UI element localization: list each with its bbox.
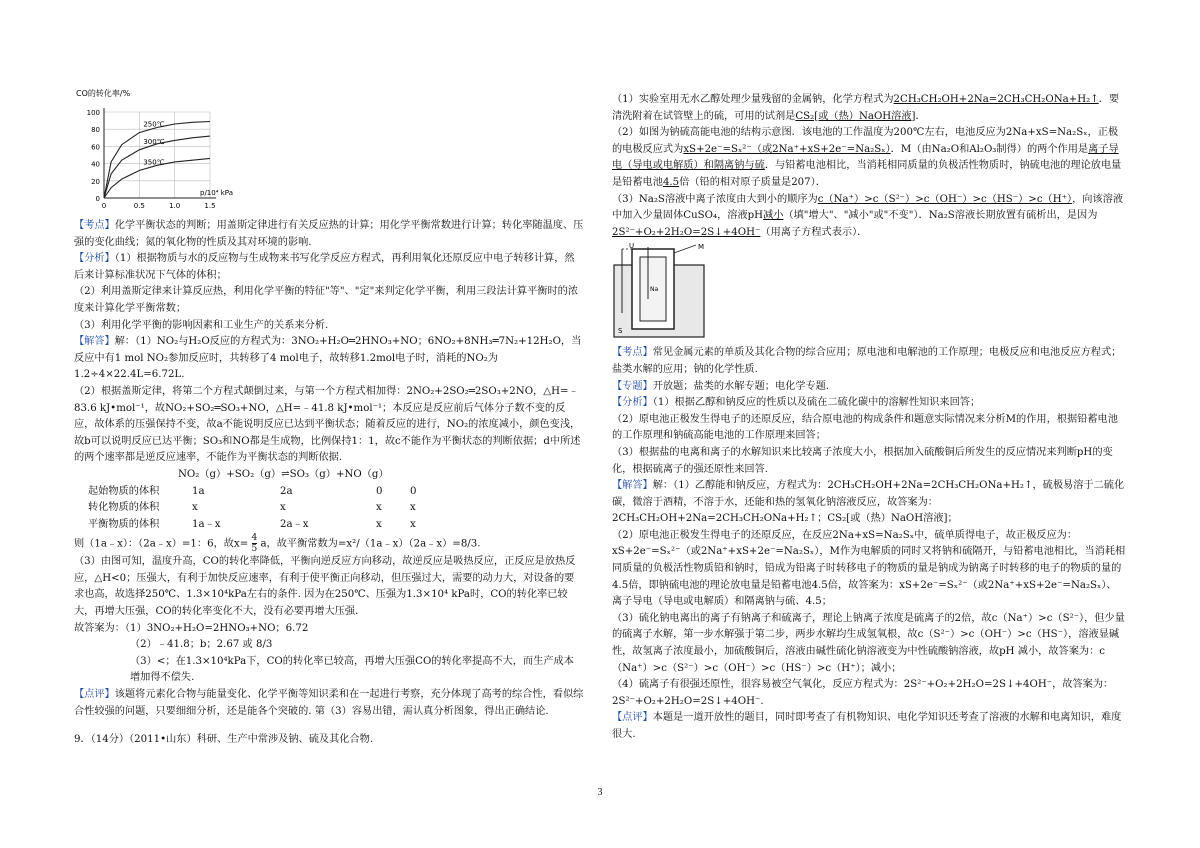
- table-row: [74, 484, 584, 501]
- table-cell: 2a: [280, 485, 293, 497]
- jieda-2-left: （2）根据盖斯定律，将第二个方程式颠倒过来，与第一个方程式相加得：2NO₂+2SO₂═2SO₃+2NO，△H=﹣83.6 kJ•mol⁻¹，故NO₂+SO₂═SO₃+NO，△H=﹣41.8 kJ•mol⁻¹；本反应是反应前后气体分子数不变的反应，故体系的压强保持不变，故a不能说明反应已达到平衡状态；随着反应的进行，NO₂的浓度减小，颜色变浅，故b可以说明反应已达平衡；SO₃和NO都是生成物，比例保持1：1，故c不能作为平衡状态的判断依据；d中所述的两个速率都是逆反应速率，不能作为平衡状态的判断依据.: [74, 385, 581, 464]
- fenxi-3-right: （3）根据盐的电离和离子的水解知识来比较离子浓度大小，根据加入硫酸铜后所发生的反应情况来判断pH的变化，根据硫离子的强还原性来回答.: [612, 446, 1113, 475]
- table-cell: 0: [410, 485, 417, 497]
- jieda-3-right: （3）硫化钠电离出的离子有钠离子和硫离子，理论上钠离子浓度是硫离子的2倍，故c（Na⁺）>c（S²⁻），但少量的硫离子水解，第一步水解强于第二步，两步水解均生成氢氧根，故c（S²⁻）>c（OH⁻）>c（HS⁻），溶液显碱性，故氢离子浓度最小，加硫酸铜后，溶液由碱性硫化钠溶液变为中性硫酸钠溶液，故pH 减小，故答案为：c（Na⁺）>c（S²⁻）>c（OH⁻）>c（HS⁻）>c（H⁺）；减小；: [612, 612, 1125, 674]
- dianping-tag: 【点评】: [74, 689, 115, 701]
- fenxi-2-right: （2）原电池正极发生得电子的还原反应，结合原电池的构成条件和题意实际情况来分析M的作用，根据铅蓄电池的工作原理和钠硫高能电池的工作原理来回答；: [612, 413, 1118, 442]
- jieda-3-left: （3）由图可知，温度升高，CO的转化率降低，平衡向逆反应方向移动，故逆反应是吸热反应，正反应是放热反应，△H<0；压强大，有利于加快反应速率，有利于使平衡正向移动，但压强过大，需要的动力大，对设备的要求也高，故选择250℃、1.3×10⁴kPa左右的条件. 因为在250℃、压强为1.3×10⁴ kPa时，CO的转化率已较大，再增大压强，CO的转化率变化不大，没有必要再增大压强.: [74, 556, 576, 618]
- zhuanti-block: 【专题】开放题；盐类的水解专题；电化学专题.: [612, 380, 830, 392]
- table-cell: 1a: [192, 485, 205, 497]
- answer-blank-8: 2S²⁻+O₂+2H₂O=2S↓+4OH⁻: [612, 226, 761, 238]
- answer-blank-3: xS+2e⁻=Sₓ²⁻（或2Na⁺+xS+2e⁻=Na₂Sₓ）: [683, 143, 891, 155]
- kaodian-tag-right: 【考点】: [612, 347, 653, 359]
- kaodian-block-left: 【考点】化学平衡状态的判断；用盖斯定律进行有关反应热的计算；用化学平衡常数进行计算；转化率随温度、压强的变化曲线；氮的氧化物的性质及其对环境的影响.: [74, 220, 584, 248]
- x-tick-label: 1.0: [169, 202, 181, 210]
- dianping-block-right: 【点评】本题是一道开放性的题目，同时即考查了有机物知识、电化学知识还考查了溶液的水解和电离知识，难度很大.: [612, 712, 1122, 740]
- x-tick-label: 1.5: [204, 202, 216, 210]
- row-label: 起始物质的体积: [88, 485, 160, 497]
- answer-blank-1: 2CH₃CH₂OH+2Na=2CH₃CH₂ONa+H₂↑: [893, 94, 1099, 105]
- co-conversion-chart: [74, 86, 234, 216]
- row-label: 转化物质的体积: [88, 502, 160, 514]
- x-tick-label: 0: [101, 202, 107, 210]
- jieda-1b-right: 2CH₃CH₂OH+2Na=2CH₃CH₂ONa+H₂↑；CS₂[或（热）NaOH溶液]；: [612, 513, 958, 525]
- label-m: M: [698, 243, 705, 252]
- y-tick-label: 100: [86, 109, 100, 117]
- jieda-2-right: （2）原电池正极发生得电子的还原反应，在反应2Na+xS=Na₂Sₓ中，硫单质得电子，故正极反应为：xS+2e⁻=Sₓ²⁻（或2Na⁺+xS+2e⁻=Na₂Sₓ），M作为电解质的同时又将钠和硫隔开，与铅蓄电池相比，当消耗相同质量的负极活性物质铅和钠时，铅成为铅离子时转移电子的物质的量是钠成为钠离子时转移的电子的物质的量的4.5倍，即钠硫电池的理论放电量是铅蓄电池4.5倍，故答案为：xS+2e⁻=Sₓ²⁻（或2Na⁺+xS+2e⁻=Na₂Sₓ）、离子导电（导电或电解质）和隔离钠与硫、4.5；: [612, 529, 1126, 608]
- series-label: 300℃: [143, 137, 165, 146]
- left-column: [74, 86, 584, 749]
- table-row: [74, 500, 584, 517]
- series-label: 350℃: [143, 158, 165, 167]
- y-tick-label: 40: [91, 160, 100, 169]
- equilibrium-table: [74, 484, 584, 534]
- x-tick-label: 0.5: [133, 202, 145, 210]
- jieda-block-right: 【解答】解：（1）乙醇能和钠反应，方程式为：2CH₃CH₂OH+2Na=2CH₃CH₂ONa+H₂↑，硫极易溶于二硫化碳，微溶于酒精，不溶于水，还能和热的氢氧化钠溶液反应，故答案为：: [612, 480, 1125, 508]
- label-na: Na: [650, 286, 659, 294]
- answer-blank-6: c（Na⁺）>c（S²⁻）>c（OH⁻）>c（HS⁻）>c（H⁺）: [817, 193, 1073, 205]
- answer-1-left: 故答案为：（1）3NO₂+H₂O=2HNO₃+NO；6.72: [74, 622, 309, 634]
- y-tick-label: 20: [91, 177, 100, 186]
- fenxi-tag-right: 【分析】: [612, 397, 653, 409]
- fenxi-block-right: 【分析】（1）根据乙醇和钠反应的性质以及硫在二硫化碳中的溶解性知识来回答；: [612, 397, 981, 409]
- fenxi-3-left: （3）利用化学平衡的影响因素和工业生产的关系来分析.: [74, 319, 329, 331]
- equilibrium-equation: NO₂（g）+SO₂（g）⇌SO₃（g）+NO（g）: [178, 468, 389, 480]
- fenxi-tag: 【分析】: [74, 253, 115, 265]
- fenxi-block-left: 【分析】（1）根据物质与水的反应物与生成物来书写化学反应方程式，再利用氧化还原反应中电子转移计算，然后来计算标准状况下气体的体积；: [74, 253, 575, 281]
- page-number: 3: [597, 787, 603, 798]
- table-cell: x: [376, 502, 382, 514]
- table-cell: x: [192, 502, 198, 514]
- question-2: （2）如图为钠硫高能电池的结构示意图．该电池的工作温度为200℃左右，电池反应为2Na+xS=Na₂Sₓ，正极的电极反应式为xS+2e⁻=Sₓ²⁻（或2Na⁺+xS+2e⁻=Na₂Sₓ）．M（由Na₂O和Al₂O₃制得）的两个作用是离子导电（导电或电解质）和隔离钠与硫．与铅蓄电池相比，当消耗相同质量的负极活性物质时，钠硫电池的理论放电量是铅蓄电池4.5倍（铅的相对原子质量是207）．: [612, 127, 1122, 188]
- label-u: U: [629, 243, 635, 251]
- jieda-4-right: （4）硫离子有很强还原性，很容易被空气氧化，反应方程式为：2S²⁻+O₂+2H₂O=2S↓+4OH⁻，故答案为：2S²⁻+O₂+2H₂O=2S↓+4OH⁻.: [612, 679, 1114, 707]
- answer-blank-5: 4.5: [662, 176, 680, 188]
- table-cell: x: [410, 518, 416, 530]
- series-label: 250℃: [143, 120, 165, 129]
- ratio-line: 则（1a﹣x）：（2a﹣x）=1：6，故x= $\frac{4}{5}$ a，故平衡常数为=x²/（1a﹣x）（2a﹣x）=8/3.: [74, 533, 481, 555]
- y-tick-label: 60: [91, 143, 100, 152]
- chart-title: CO的转化率/%: [76, 89, 131, 98]
- table-cell: 1a﹣x: [192, 518, 221, 530]
- x-axis-label: p/10⁴ kPa: [200, 189, 233, 197]
- row-label: 平衡物质的体积: [88, 518, 160, 530]
- fraction: $\frac{4}{5}$: [251, 533, 258, 555]
- label-s: S: [618, 327, 623, 336]
- y-tick-label: 0: [95, 195, 100, 203]
- table-row: [74, 517, 584, 534]
- answer-blank-4: 离子导电（导电或电解质）和隔离钠与硫: [612, 143, 1119, 172]
- dianping-tag-right: 【点评】: [612, 712, 653, 724]
- table-cell: x: [410, 502, 416, 514]
- answer-2-left: （2）﹣41.8；b；2.67 或 8/3: [130, 639, 273, 651]
- jieda-block-left: 【解答】解：（1）NO₂与H₂O反应的方程式为：3NO₂+H₂O═2HNO₃+NO；6NO₂+8NH₃═7N₂+12H₂O，当反应中有1 mol NO₂参加反应时，共转移了4 mol电子，故转移1.2mol电子时，消耗的NO₂为1.2÷4×22.4L=6.72L.: [74, 336, 582, 381]
- answer-blank-7: 减小: [763, 210, 784, 222]
- dianping-block-left: 【点评】该题将元素化合物与能量变化、化学平衡等知识柔和在一起进行考察，充分体现了高考的综合性，看似综合性较强的问题，只要细细分析，还是能各个突破的. 第（3）容易出错，需认真分析图象，得出正确结论.: [74, 689, 584, 717]
- y-tick-label: 80: [91, 126, 100, 135]
- jieda-tag-right: 【解答】: [612, 480, 653, 492]
- answer-3-left: （3）<；在1.3×10⁴kPa下，CO的转化率已较高，再增大压强CO的转化率提高不大，而生产成本增加得不偿失.: [130, 655, 574, 684]
- table-cell: x: [376, 518, 382, 530]
- zhuanti-tag: 【专题】: [612, 380, 653, 392]
- table-cell: x: [280, 502, 286, 514]
- table-cell: 2a﹣x: [280, 518, 309, 530]
- question-1: （1）实验室用无水乙醇处理少量残留的金属钠，化学方程式为2CH₃CH₂OH+2Na=2CH₃CH₂ONa+H₂↑．要清洗附着在试管壁上的硫，可用的试剂是CS₂[或（热）NaOH溶液]．: [612, 94, 1120, 122]
- answer-blank-2: CS₂[或（热）NaOH溶液]: [795, 110, 916, 122]
- sodium-sulfur-battery-diagram: [612, 243, 722, 343]
- question-3: （3）Na₂S溶液中离子浓度由大到小的顺序为c（Na⁺）>c（S²⁻）>c（OH⁻）>c（HS⁻）>c（H⁺），向该溶液中加入少量固体CuSO₄，溶液pH减小（填"增大"、"减小"或"不变"）．Na₂S溶液长期放置有硫析出，是因为2S²⁻+O₂+2H₂O=2S↓+4OH⁻（用离子方程式表示）．: [612, 193, 1124, 238]
- fenxi-2-left: （2）利用盖斯定律来计算反应热，利用化学平衡的特征"等"、"定"来判定化学平衡，利用三段法计算平衡时的浓度来计算化学平衡常数；: [74, 286, 579, 314]
- kaodian-tag: 【考点】: [74, 220, 115, 231]
- table-cell: 0: [376, 485, 383, 497]
- kaodian-block-right: 【考点】常见金属元素的单质及其化合物的综合应用；原电池和电解池的工作原理；电极反应和电池反应方程式；盐类水解的应用；钠的化学性质.: [612, 347, 1122, 375]
- jieda-tag: 【解答】: [74, 336, 115, 348]
- right-column: [612, 92, 1126, 744]
- question-9: 9．（14分）（2011•山东）科研、生产中常涉及钠、硫及其化合物.: [74, 734, 374, 746]
